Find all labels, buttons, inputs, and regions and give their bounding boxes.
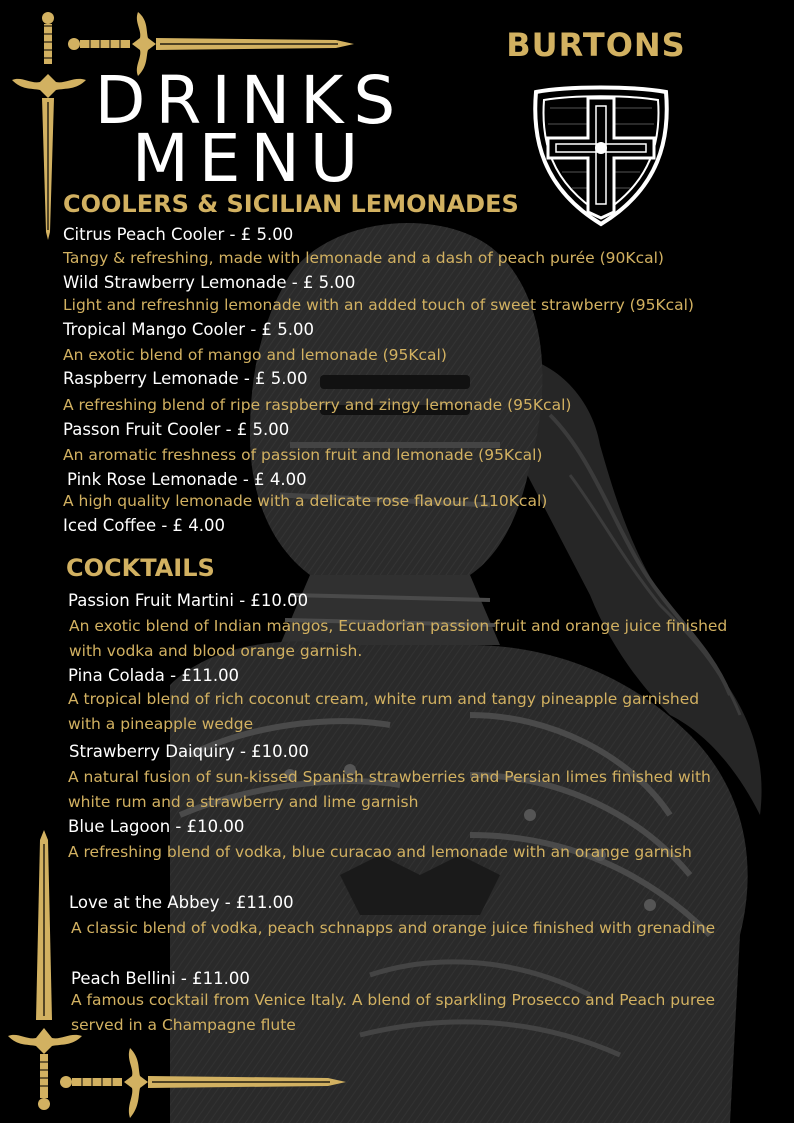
menu-item-description: A classic blend of vodka, peach schnapps and orange juice finished with grenadine xyxy=(71,919,716,937)
menu-item-description: A tropical blend of rich coconut cream, white rum and tangy pineapple garnished with a pineapple wedge xyxy=(68,690,700,733)
menu-item-description: An exotic blend of mango and lemonade (95Kcal) xyxy=(63,346,447,364)
menu-item-name: Love at the Abbey - £11.00 xyxy=(69,893,294,912)
menu-item-description: A refreshing blend of vodka, blue curacao and lemonade with an orange garnish xyxy=(68,843,692,861)
page-title-line1: DRINKS xyxy=(94,62,406,139)
menu-item-name: Citrus Peach Cooler - £ 5.00 xyxy=(63,225,294,244)
menu-item-name: Iced Coffee - £ 4.00 xyxy=(63,516,226,535)
menu-item-description: Light and refreshnig lemonade with an added touch of sweet strawberry (95Kcal) xyxy=(63,296,694,314)
section-heading-cocktails: COCKTAILS xyxy=(66,554,215,582)
menu-item-name: Pink Rose Lemonade - £ 4.00 xyxy=(67,470,307,489)
menu-item-description: A high quality lemonade with a delicate rose flavour (110Kcal) xyxy=(63,492,548,510)
brand-name: BURTONS xyxy=(506,26,686,64)
shield-icon xyxy=(528,78,673,228)
menu-item-name: Peach Bellini - £11.00 xyxy=(71,969,250,988)
menu-item-description: A natural fusion of sun-kissed Spanish strawberries and Persian limes finished with white rum and a strawberry and lime garnish xyxy=(68,768,711,811)
menu-item-description: Tangy & refreshing, made with lemonade and a dash of peach purée (90Kcal) xyxy=(63,249,664,267)
menu-item-name: Pina Colada - £11.00 xyxy=(68,666,240,685)
menu-item-description: A refreshing blend of ripe raspberry and zingy lemonade (95Kcal) xyxy=(63,396,572,414)
menu-item-description: An exotic blend of Indian mangos, Ecuadorian passion fruit and orange juice finished with vodka and blood orange garnish. xyxy=(69,617,728,660)
menu-item-name: Strawberry Daiquiry - £10.00 xyxy=(69,742,309,761)
page-title-line2: MENU xyxy=(131,120,369,197)
menu-item-description: A famous cocktail from Venice Italy. A blend of sparkling Prosecco and Peach puree served in a Champagne flute xyxy=(71,991,716,1034)
section-heading-coolers: COOLERS & SICILIAN LEMONADES xyxy=(63,190,519,218)
menu-item-name: Passion Fruit Martini - £10.00 xyxy=(68,591,309,610)
menu-item-name: Blue Lagoon - £10.00 xyxy=(68,817,245,836)
menu-item-name: Wild Strawberry Lemonade - £ 5.00 xyxy=(63,273,356,292)
menu-item-name: Passon Fruit Cooler - £ 5.00 xyxy=(63,420,290,439)
menu-item-description: An aromatic freshness of passion fruit and lemonade (95Kcal) xyxy=(63,446,543,464)
menu-item-name: Tropical Mango Cooler - £ 5.00 xyxy=(63,320,315,339)
menu-item-name: Raspberry Lemonade - £ 5.00 xyxy=(63,369,308,388)
sword-icon xyxy=(58,1046,348,1120)
